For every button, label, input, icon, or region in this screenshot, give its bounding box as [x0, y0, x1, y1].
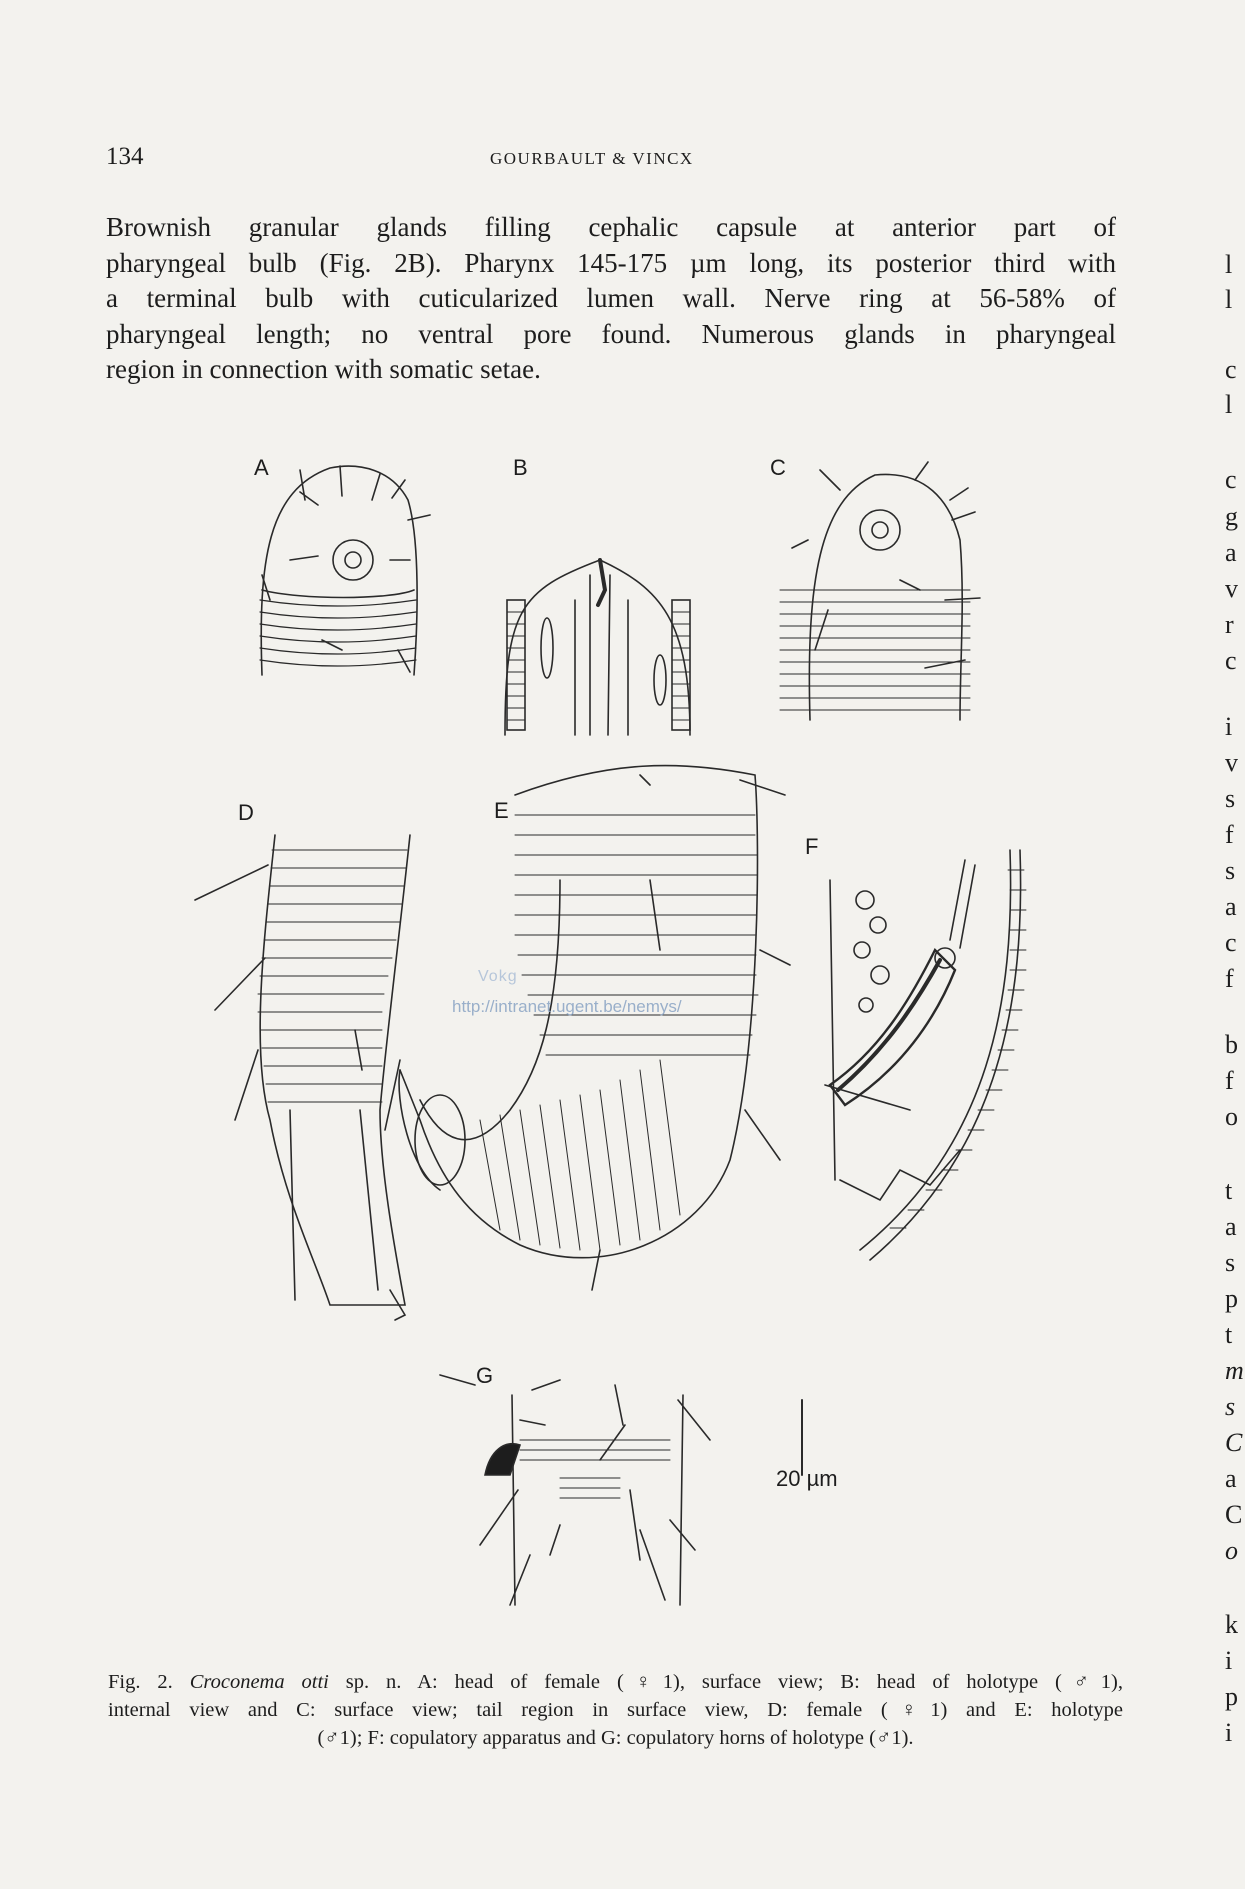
adjacent-letter: k — [1225, 1610, 1238, 1639]
caption-line-1 — [108, 1668, 1123, 1696]
caption-line-1-rest: sp. n. A: head of female (♀1), surface view; B: head of holotype (♂1), — [345, 1671, 1123, 1693]
adjacent-letter: t — [1225, 1320, 1233, 1349]
adjacent-letter: f — [1225, 964, 1234, 993]
adjacent-letter: l — [1225, 250, 1233, 279]
adjacent-letter: g — [1225, 502, 1238, 531]
adjacent-letter: C — [1225, 1500, 1243, 1529]
adjacent-letter: c — [1225, 355, 1237, 384]
adjacent-letter: v — [1225, 748, 1238, 777]
adjacent-letter: s — [1225, 784, 1236, 813]
adjacent-letter: m — [1225, 1356, 1244, 1385]
panel-g-drawing — [440, 1375, 710, 1605]
paragraph-line: pharyngeal bulb (Fig. 2B). Pharynx 145-175 µm long, its posterior third with — [106, 247, 1116, 278]
adjacent-letter: f — [1225, 820, 1234, 849]
panel-e-drawing — [385, 765, 790, 1290]
adjacent-letter: p — [1225, 1284, 1238, 1313]
adjacent-letter: a — [1225, 1464, 1237, 1493]
adjacent-letter: C — [1225, 1428, 1243, 1457]
page-number: 134 — [106, 143, 144, 170]
adjacent-letter: i — [1225, 712, 1233, 741]
watermark-logo: Vokg — [478, 968, 518, 985]
panel-b-drawing — [505, 560, 690, 735]
adjacent-letter: c — [1225, 465, 1237, 494]
adjacent-letter: f — [1225, 1066, 1234, 1095]
adjacent-letter: t — [1225, 1176, 1233, 1205]
adjacent-letter: o — [1225, 1536, 1238, 1565]
panel-label-g: G — [476, 1363, 494, 1388]
adjacent-letter: i — [1225, 1718, 1233, 1747]
running-head: GOURBAULT & VINCX — [490, 149, 694, 168]
paragraph-line: region in connection with somatic setae. — [106, 354, 541, 384]
panel-d-drawing — [195, 835, 410, 1320]
adjacent-letter: c — [1225, 646, 1237, 675]
adjacent-letter: r — [1225, 610, 1234, 639]
panel-label-a: A — [254, 455, 269, 480]
adjacent-letter: s — [1225, 856, 1236, 885]
adjacent-letter: b — [1225, 1030, 1238, 1059]
caption-fig-label: Fig. 2. — [108, 1671, 173, 1693]
adjacent-letter: v — [1225, 574, 1238, 603]
panel-f-drawing — [825, 850, 1026, 1260]
paragraph-line: Brownish granular glands filling cephalic capsule at anterior part of — [106, 212, 1116, 242]
paragraph-line: pharyngeal length; no ventral pore found. Numerous glands in pharyngeal — [106, 318, 1116, 349]
panel-label-e: E — [494, 798, 509, 823]
panel-label-b: B — [513, 455, 528, 480]
adjacent-letter: a — [1225, 1212, 1237, 1241]
adjacent-letter: p — [1225, 1682, 1238, 1711]
adjacent-letter: s — [1225, 1392, 1236, 1421]
caption-species: Croconema otti — [189, 1671, 329, 1693]
panel-c-drawing — [780, 462, 980, 720]
adjacent-letter: i — [1225, 1646, 1233, 1675]
adjacent-letter: l — [1225, 285, 1233, 314]
adjacent-letter: s — [1225, 1248, 1236, 1277]
caption-line-2: internal view and C: surface view; tail region in surface view, D: female (♀1) and E: holotype — [108, 1699, 1123, 1721]
adjacent-letter: o — [1225, 1102, 1238, 1131]
panel-label-f: F — [805, 834, 819, 859]
adjacent-letter: a — [1225, 538, 1237, 567]
panel-label-c: C — [770, 455, 786, 480]
scale-bar-label: 20 µm — [776, 1466, 838, 1491]
adjacent-letter: c — [1225, 928, 1237, 957]
panel-a-drawing — [260, 466, 430, 675]
caption-line-3: (♂1); F: copulatory apparatus and G: copulatory horns of holotype (♂1). — [317, 1727, 914, 1749]
figure-caption — [108, 1668, 1123, 1752]
adjacent-letter: a — [1225, 892, 1237, 921]
panel-label-d: D — [238, 800, 254, 825]
adjacent-letter: l — [1225, 390, 1233, 419]
watermark-url: http://intranet.ugent.be/nemys/ — [452, 997, 682, 1016]
paragraph-line: a terminal bulb with cuticularized lumen wall. Nerve ring at 56-58% of — [106, 283, 1116, 313]
